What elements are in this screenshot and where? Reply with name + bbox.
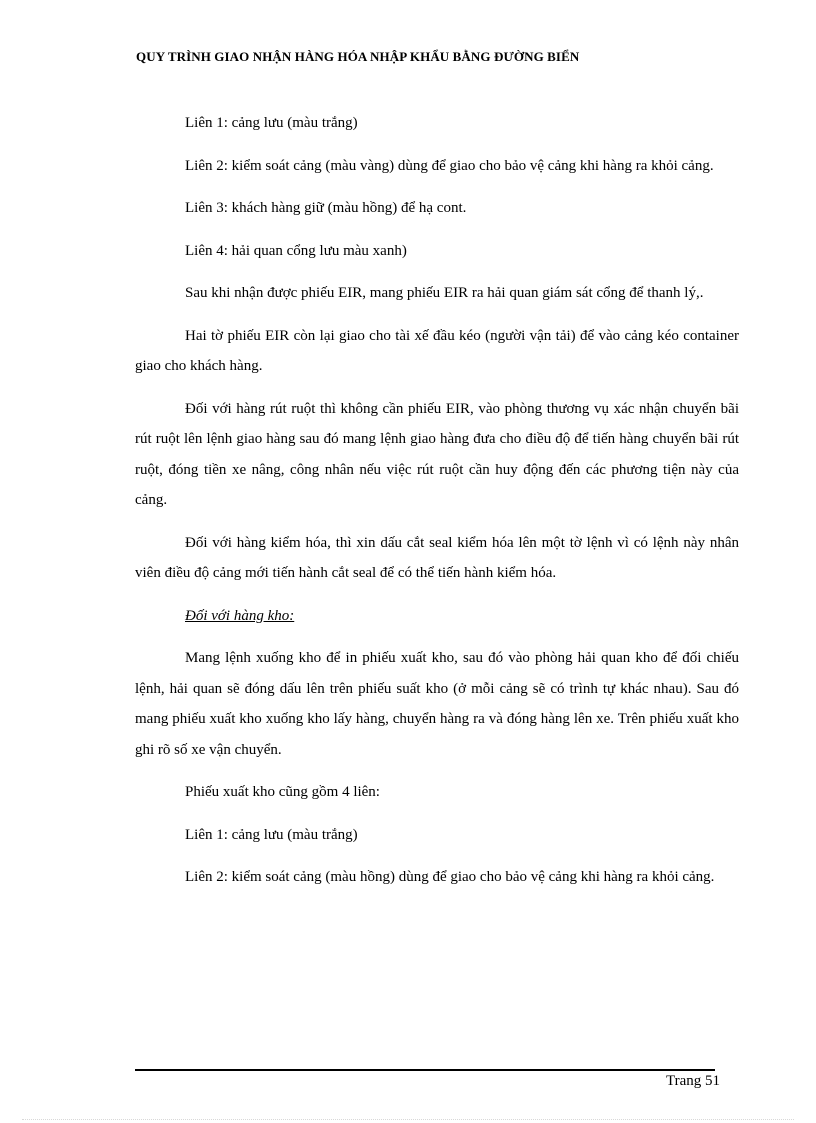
- paragraph: Sau khi nhận được phiếu EIR, mang phiếu EIR ra hải quan giám sát cổng để thanh lý,.: [185, 285, 704, 301]
- page-body: [135, 108, 739, 905]
- page-edge-divider: [22, 1119, 794, 1120]
- paragraph: Đối với hàng kiểm hóa, thì xin dấu cắt seal kiểm hóa lên một tờ lệnh vì có lệnh này nhân viên điều độ cảng mới tiến hành cắt seal để có thể tiến hành kiểm hóa.: [135, 534, 739, 581]
- paragraph: Liên 3: khách hàng giữ (màu hồng) để hạ cont.: [185, 200, 467, 216]
- paragraph: Phiếu xuất kho cũng gồm 4 liên:: [185, 784, 380, 800]
- paragraph: Đối với hàng rút ruột thì không cần phiếu EIR, vào phòng thương vụ xác nhận chuyển bãi rút ruột lên lệnh giao hàng sau đó mang lệnh giao hàng đưa cho điều độ để tiến hàng chuyển bãi rút ruột, đóng tiền xe nâng, công nhân nếu việc rút ruột cần huy động đến các phương tiện này của cảng.: [135, 400, 739, 508]
- paragraph: Hai tờ phiếu EIR còn lại giao cho tài xế đầu kéo (người vận tải) để vào cảng kéo container giao cho khách hàng.: [135, 327, 739, 374]
- paragraph: Liên 1: cảng lưu (màu trắng): [185, 826, 358, 843]
- page-header: QUY TRÌNH GIAO NHẬN HÀNG HÓA NHẬP KHẨU BẰNG ĐƯỜNG BIỂN: [136, 49, 580, 64]
- paragraph: Liên 2: kiểm soát cảng (màu hồng) dùng để giao cho bảo vệ cảng khi hàng ra khỏi cảng.: [185, 869, 715, 885]
- paragraph: Liên 2: kiểm soát cảng (màu vàng) dùng để giao cho bảo vệ cảng khi hàng ra khỏi cảng.: [185, 157, 714, 174]
- page-number: Trang 51: [666, 1073, 721, 1089]
- footer-rule: [135, 1069, 715, 1071]
- paragraph: Liên 4: hải quan cổng lưu màu xanh): [185, 242, 407, 259]
- paragraph: Mang lệnh xuống kho để in phiếu xuất kho, sau đó vào phòng hải quan kho để đối chiếu lệnh, hải quan sẽ đóng dấu lên trên phiếu suất kho (ở mỗi cảng sẽ có trình tự khác nhau). Sau đó mang phiếu xuất kho xuống kho lấy hàng, chuyển hàng ra và đóng hàng lên xe. Trên phiếu xuất kho ghi rõ số xe vận chuyển.: [135, 650, 739, 758]
- section-heading: Đối với hàng kho:: [185, 607, 295, 624]
- paragraph: Liên 1: cảng lưu (màu trắng): [185, 115, 358, 131]
